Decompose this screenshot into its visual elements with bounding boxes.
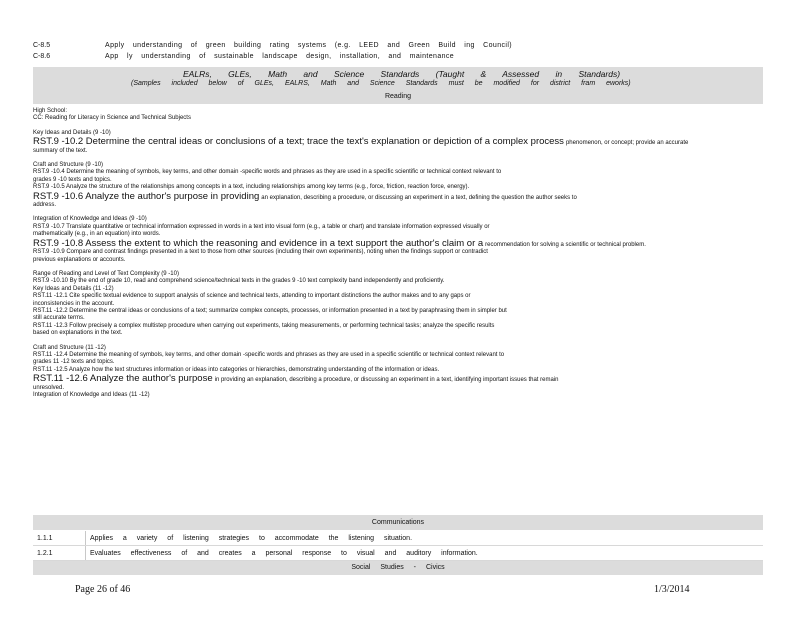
standard-text: RST.9 -10.7 Translate quantitative or technical information expressed in words in a text into visual form (e.g., a table or chart) and translate information expressed visually or xyxy=(33,223,490,230)
standard-text: App ly understanding of sustainable landscape design, installation, and maintenance xyxy=(105,53,455,60)
standard-text: RST.9 -10.10 By the end of grade 10, read and comprehend science/technical texts in the grades 9 -10 text complexity band independently and proficiently. xyxy=(33,278,445,285)
reading-line xyxy=(33,169,765,176)
standard-highlight-text: RST.9 -10.2 Determine the central ideas or conclusions of a text; trace the text's explanation or depiction of a complex process xyxy=(33,136,564,148)
standard-code: C-8.5 xyxy=(33,42,51,49)
table-row xyxy=(33,531,763,546)
reading-line xyxy=(33,202,765,209)
standard-highlight-text: RST.11 -12.6 Analyze the author's purpose xyxy=(33,373,213,385)
standard-text: CC: Reading for Literacy in Science and Technical Subjects xyxy=(33,115,191,122)
section-title-communications: Communications xyxy=(33,515,763,530)
reading-block xyxy=(33,108,765,123)
reading-line xyxy=(33,115,765,122)
standard-text: grades 11 -12 texts and topics. xyxy=(33,359,115,366)
standard-text: RST.9 -10.5 Analyze the structure of the relationships among concepts in a text, including relationships among key terms (e.g., force, friction, reaction force, energy). xyxy=(33,184,470,191)
block-gap xyxy=(33,155,765,162)
reading-line xyxy=(33,330,765,337)
reading-line xyxy=(33,352,765,359)
standard-row xyxy=(33,40,763,51)
reading-block xyxy=(33,162,765,209)
standard-highlight-text: RST.9 -10.6 Analyze the author's purpose in providing xyxy=(33,190,260,202)
reading-line xyxy=(33,177,765,184)
standard-text: in providing an explanation, describing a procedure, or discussing an experiment in a text, identifying important issues that remain xyxy=(214,377,559,384)
block-gap xyxy=(33,338,765,345)
communications-table xyxy=(33,531,763,561)
reading-line xyxy=(33,315,765,322)
standard-text: unresolved. xyxy=(33,384,65,391)
standard-text: RST.11 -12.2 Determine the central ideas or conclusions of a text; summarize complex concepts, processes, or information presented in a text by paraphrasing them in simpler but xyxy=(33,307,507,314)
reading-line xyxy=(33,137,765,147)
reading-line xyxy=(33,108,765,115)
communication-code: 1.2.1 xyxy=(33,546,86,561)
section-title-reading: Reading xyxy=(384,93,412,100)
standard-text: RST.9 -10.9 Compare and contrast findings presented in a text to those from other sources (including their own experiments), noting when the findings support or contradict xyxy=(33,249,488,256)
standard-text: inconsistencies in the account. xyxy=(33,300,115,307)
standard-text: address. xyxy=(33,202,57,209)
standard-text: an explanation, describing a procedure, or discussing an experiment in a text, defining the question the author seeks to xyxy=(261,194,577,201)
standard-text: RST.11 -12.5 Analyze how the text structures information or ideas into categories or hierarchies, demonstrating understanding of the information or ideas. xyxy=(33,366,440,373)
reading-line xyxy=(33,359,765,366)
reading-line xyxy=(33,249,765,256)
standard-row xyxy=(33,51,763,62)
standard-text: previous explanations or accounts. xyxy=(33,256,126,263)
standard-text: RST.11 -12.1 Cite specific textual evidence to support analysis of science and technical texts, attending to important distinctions the author makes and to any gaps or xyxy=(33,293,471,300)
standard-text: RST.11 -12.3 Follow precisely a complex multistep procedure when carrying out experiments, taking measurements, or performing technical tasks; analyze the specific results xyxy=(33,322,495,329)
reading-line xyxy=(33,308,765,315)
standard-text: Range of Reading and Level of Text Complexity (9 -10) xyxy=(33,270,179,277)
reading-block xyxy=(33,130,765,155)
standard-highlight-text: RST.9 -10.8 Assess the extent to which the reasoning and evidence in a text support the author's claim or a xyxy=(33,237,484,249)
communication-text: Evaluates effectiveness of and creates a personal response to visual and auditory information. xyxy=(86,546,764,561)
reading-line xyxy=(33,271,765,278)
standard-text: High School: xyxy=(33,108,68,114)
standard-text: mathematically (e.g., in an equation) into words. xyxy=(33,231,161,238)
header-title: EALRs, GLEs, Math and Science Standards (Taught & Assessed in Standards) xyxy=(183,69,621,79)
reading-line xyxy=(33,216,765,223)
reading-line xyxy=(33,257,765,264)
reading-line xyxy=(33,392,765,399)
reading-block xyxy=(33,216,765,263)
reading-line xyxy=(33,345,765,352)
standard-text: RST.11 -12.4 Determine the meaning of symbols, key terms, and other domain -specific words and phrases as they are used in a specific scientific or technical context relevant to xyxy=(33,351,505,358)
reading-line xyxy=(33,374,765,384)
table-row xyxy=(33,546,763,561)
reading-line xyxy=(33,286,765,293)
reading-line xyxy=(33,301,765,308)
document-date: 1/3/2014 xyxy=(654,584,690,595)
reading-line xyxy=(33,278,765,285)
standard-text: Apply understanding of green building rating systems (e.g. LEED and Green Build ing Council) xyxy=(105,42,513,49)
top-rows xyxy=(33,40,763,62)
block-gap xyxy=(33,123,765,130)
standard-text: Integration of Knowledge and Ideas (11 -12) xyxy=(33,392,150,398)
page-number: Page 26 of 46 xyxy=(75,584,131,595)
standard-text: Craft and Structure (9 -10) xyxy=(33,162,104,169)
block-gap xyxy=(33,209,765,216)
reading-line xyxy=(33,323,765,330)
reading-line xyxy=(33,224,765,231)
standard-code: C-8.6 xyxy=(33,53,51,60)
standard-text: still accurate terms. xyxy=(33,315,85,322)
communication-text: Applies a variety of listening strategies to accommodate the listening situation. xyxy=(86,531,764,546)
standard-text: Key Ideas and Details (9 -10) xyxy=(33,129,111,136)
reading-line xyxy=(33,162,765,169)
standards-header xyxy=(33,67,763,104)
header-subtitle: (Samples included below of GLEs, EALRS, Math and Science Standards must be modified for district fram eworks) xyxy=(131,80,631,87)
reading-line xyxy=(33,192,765,202)
reading-block xyxy=(33,345,765,400)
standard-text: summary of the text. xyxy=(33,147,88,154)
reading-line xyxy=(33,385,765,392)
reading-line xyxy=(33,239,765,249)
reading-block xyxy=(33,271,765,338)
standard-text: grades 9 -10 texts and topics. xyxy=(33,176,112,183)
reading-section xyxy=(33,108,765,399)
standard-text: Key Ideas and Details (11 -12) xyxy=(33,285,114,292)
standard-text: phenomenon, or concept; provide an accurate xyxy=(565,140,689,147)
communication-code: 1.1.1 xyxy=(33,531,86,546)
block-gap xyxy=(33,264,765,271)
reading-line xyxy=(33,293,765,300)
standard-text: recommendation for solving a scientific or technical problem. xyxy=(485,241,646,248)
standard-text: Craft and Structure (11 -12) xyxy=(33,344,106,351)
section-title-social-studies: Social Studies - Civics xyxy=(33,561,763,575)
standard-text: Integration of Knowledge and Ideas (9 -10) xyxy=(33,216,147,223)
standard-text: RST.9 -10.4 Determine the meaning of symbols, key terms, and other domain -specific words and phrases as they are used in a specific scientific or technical context relevant to xyxy=(33,169,502,176)
standard-text: based on explanations in the text. xyxy=(33,330,123,337)
reading-line xyxy=(33,148,765,155)
